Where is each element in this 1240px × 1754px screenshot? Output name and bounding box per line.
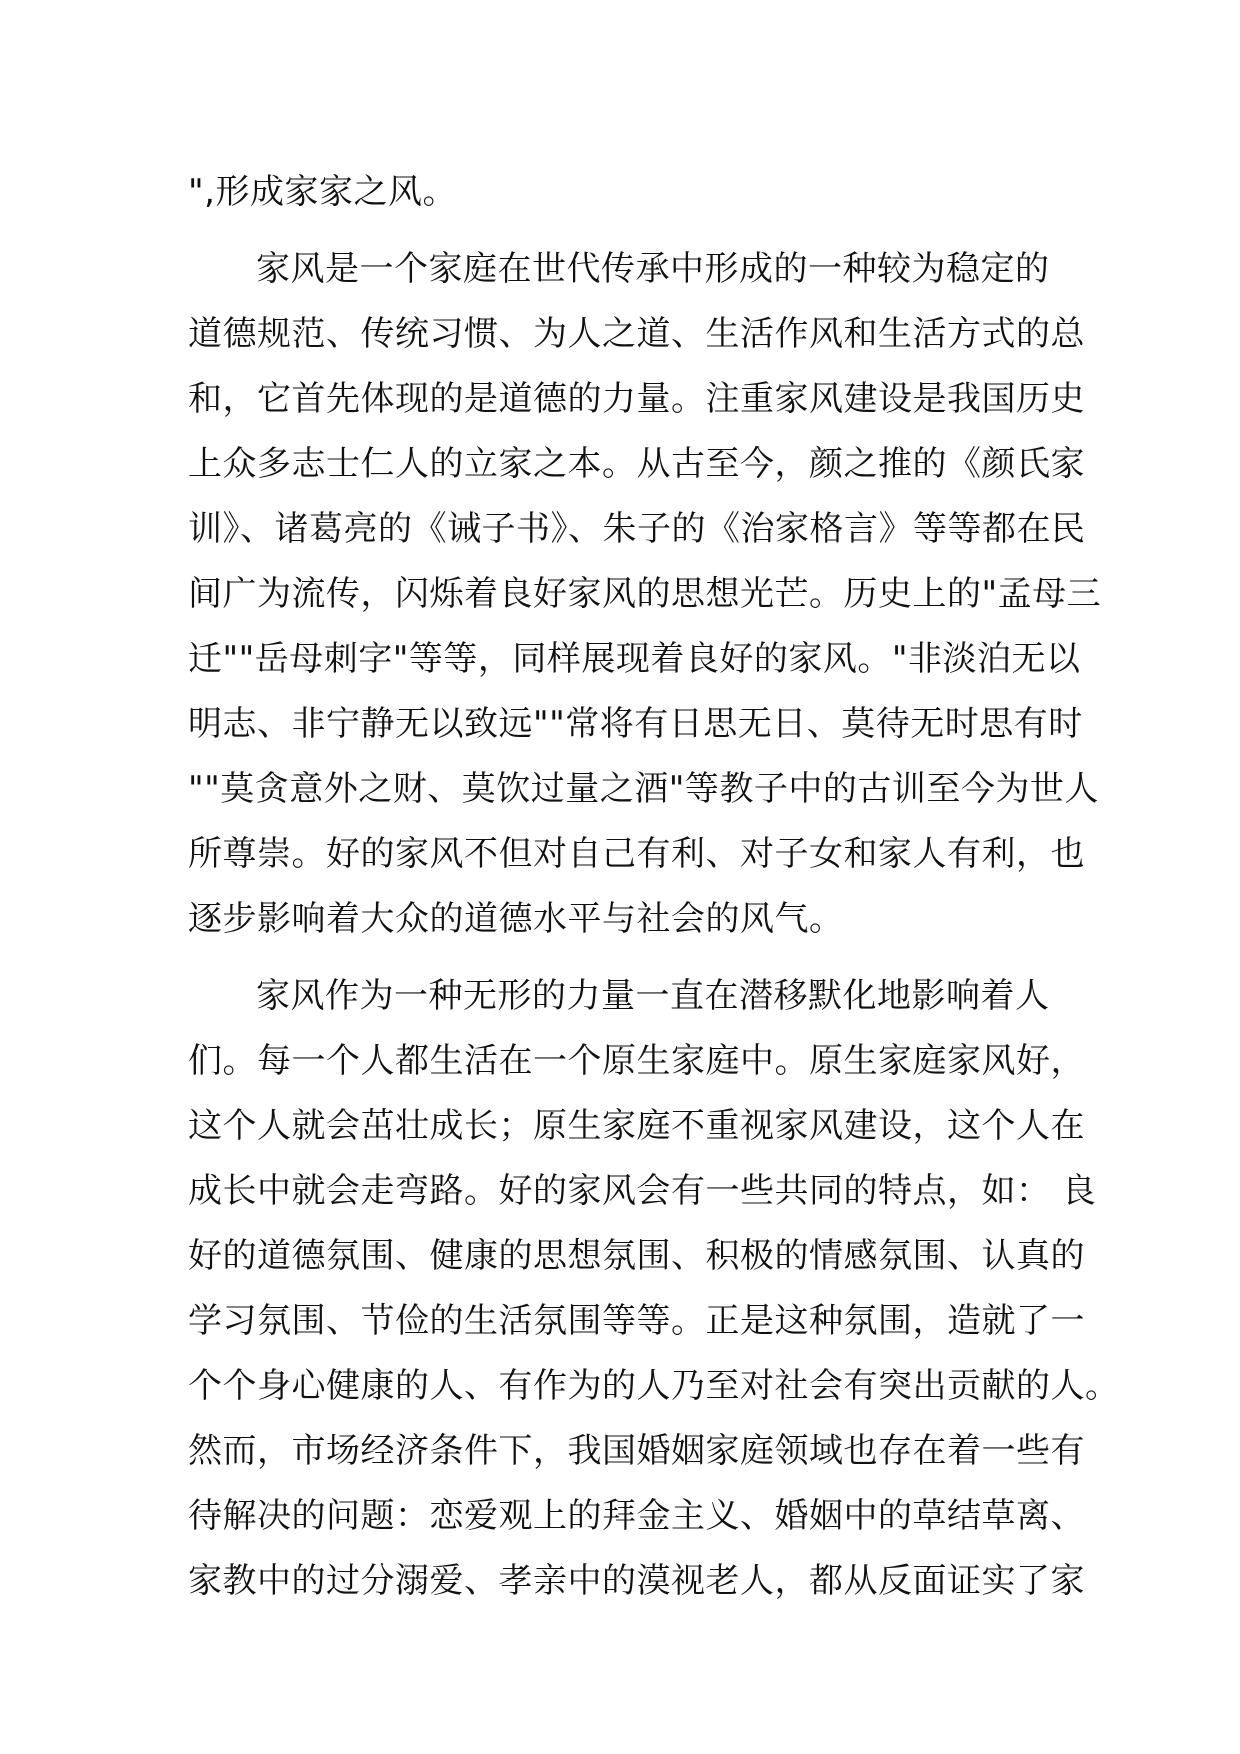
text-line: 明志、非宁静无以致远""常将有日思无日、莫待无时思有时 <box>188 704 1083 744</box>
text-line: 迁""岳母刺字"等等，同样展现着良好的家风。"非淡泊无以 <box>188 639 1081 679</box>
text-line: 学习氛围、节俭的生活氛围等等。正是这种氛围，造就了一 <box>188 1301 1085 1341</box>
paragraph-spacer <box>188 225 1068 237</box>
text-line: 道德规范、传统习惯、为人之道、生活作风和生活方式的总 <box>188 314 1085 354</box>
text-line: 个个身心健康的人、有作为的人乃至对社会有突出贡献的人。 <box>188 1366 1120 1406</box>
text-line: 间广为流传，闪烁着良好家风的思想光芒。历史上的"孟母三 <box>188 574 1102 614</box>
text-line: 家风作为一种无形的力量一直在潜移默化地影响着人 <box>256 976 1050 1016</box>
paragraph-3 <box>188 964 1120 1614</box>
text-line: ",形成家家之风。 <box>188 172 457 212</box>
text-line: 所尊崇。好的家风不但对自己有利、对子女和家人有利，也 <box>188 834 1085 874</box>
text-line: 好的道德氛围、健康的思想氛围、积极的情感氛围、认真的 <box>188 1236 1085 1276</box>
body-text <box>188 160 1120 1614</box>
text-line: 逐步影响着大众的道德水平与社会的风气。 <box>188 899 844 939</box>
paragraph-2 <box>188 237 1102 952</box>
text-line: 然而，市场经济条件下，我国婚姻家庭领域也存在着一些有 <box>188 1431 1085 1471</box>
text-line: 和，它首先体现的是道德的力量。注重家风建设是我国历史 <box>188 379 1085 419</box>
text-line: ""莫贪意外之财、莫饮过量之酒"等教子中的古训至今为世人 <box>188 769 1099 809</box>
text-line: 训》、诸葛亮的《诫子书》、朱子的《治家格言》等等都在民 <box>188 509 1086 549</box>
text-line: 们。每一个人都生活在一个原生家庭中。原生家庭家风好， <box>188 1041 1085 1081</box>
text-line: 上众多志士仁人的立家之本。从古至今，颜之推的《颜氏家 <box>188 444 1085 484</box>
paragraph-1 <box>188 160 1068 225</box>
text-line: 家风是一个家庭在世代传承中形成的一种较为稳定的 <box>256 249 1050 289</box>
text-line: 成长中就会走弯路。好的家风会有一些共同的特点，如： 良 <box>188 1171 1097 1211</box>
text-line: 待解决的问题：恋爱观上的拜金主义、婚姻中的草结草离、 <box>188 1496 1085 1536</box>
text-line: 这个人就会茁壮成长；原生家庭不重视家风建设，这个人在 <box>188 1106 1085 1146</box>
paragraph-spacer <box>188 952 1068 964</box>
text-line: 家教中的过分溺爱、孝亲中的漠视老人，都从反面证实了家 <box>188 1561 1085 1601</box>
